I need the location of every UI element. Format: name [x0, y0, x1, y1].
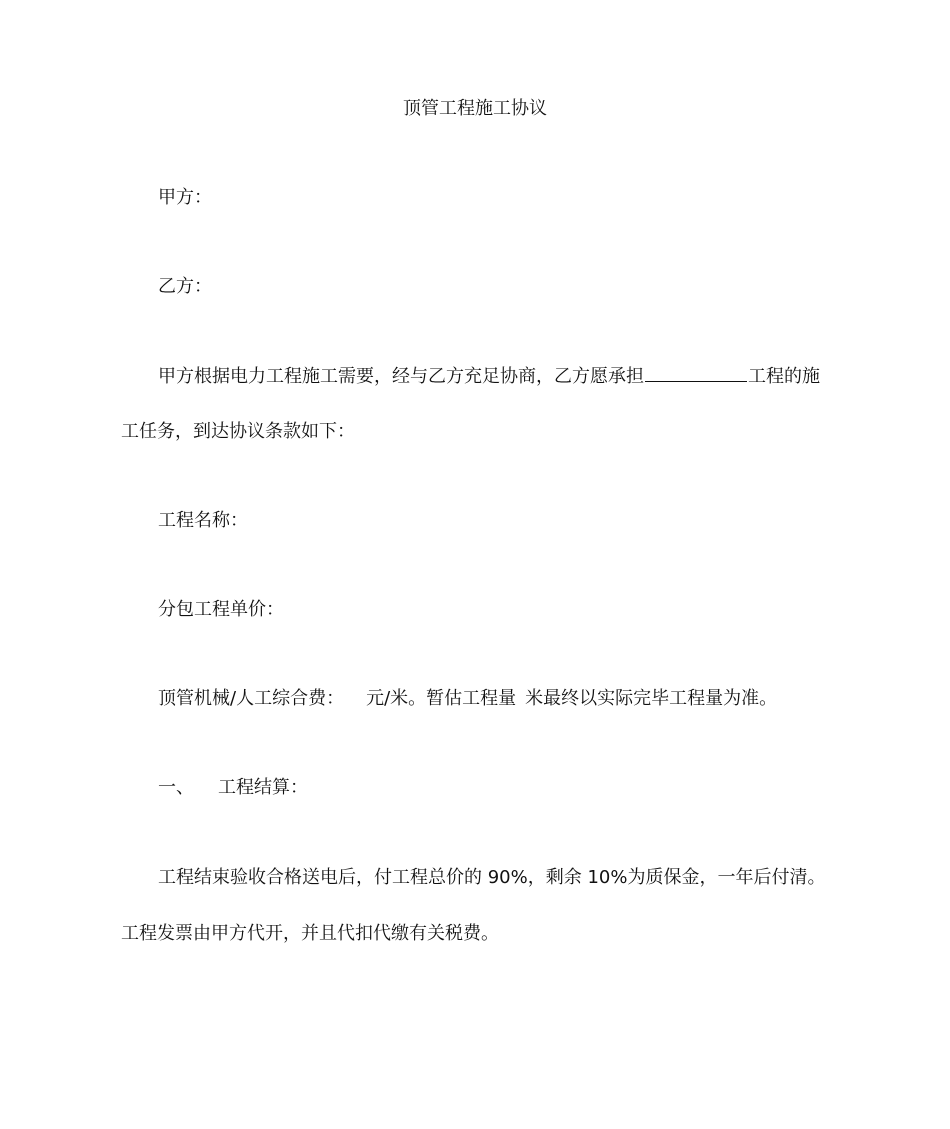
- fee-line: [158, 687, 777, 711]
- project-blank-underline: [645, 365, 747, 382]
- section-title: 工程结算：: [218, 777, 308, 798]
- fee-label: 顶管机械/人工综合费：: [158, 688, 345, 709]
- fee-unit-text: 元/米。暂估工程量: [366, 688, 517, 709]
- settlement-line1: 工程结束验收合格送电后，付工程总价的 90%，剩余 10%为质保金，一年后付清。: [158, 867, 826, 888]
- party-b-label: 乙方：: [158, 276, 212, 297]
- section-number: 一、: [158, 777, 194, 798]
- unit-price-label: 分包工程单价：: [158, 599, 284, 620]
- section-heading: [158, 776, 308, 800]
- intro-text-part2: 工程的施: [748, 366, 820, 387]
- document-title: 顶管工程施工协议: [403, 98, 547, 119]
- settlement-line2: 工程发票由甲方代开，并且代扣代缴有关税费。: [121, 923, 499, 944]
- party-a-label: 甲方：: [158, 187, 212, 208]
- fee-rest-text: 米最终以实际完毕工程量为准。: [525, 688, 778, 709]
- intro-text-part1: 甲方根据电力工程施工需要，经与乙方充足协商，乙方愿承担: [158, 366, 644, 387]
- intro-paragraph-line1: [158, 365, 820, 389]
- intro-paragraph-line2: 工任务，到达协议条款如下：: [121, 421, 355, 442]
- project-name-label: 工程名称：: [158, 510, 248, 531]
